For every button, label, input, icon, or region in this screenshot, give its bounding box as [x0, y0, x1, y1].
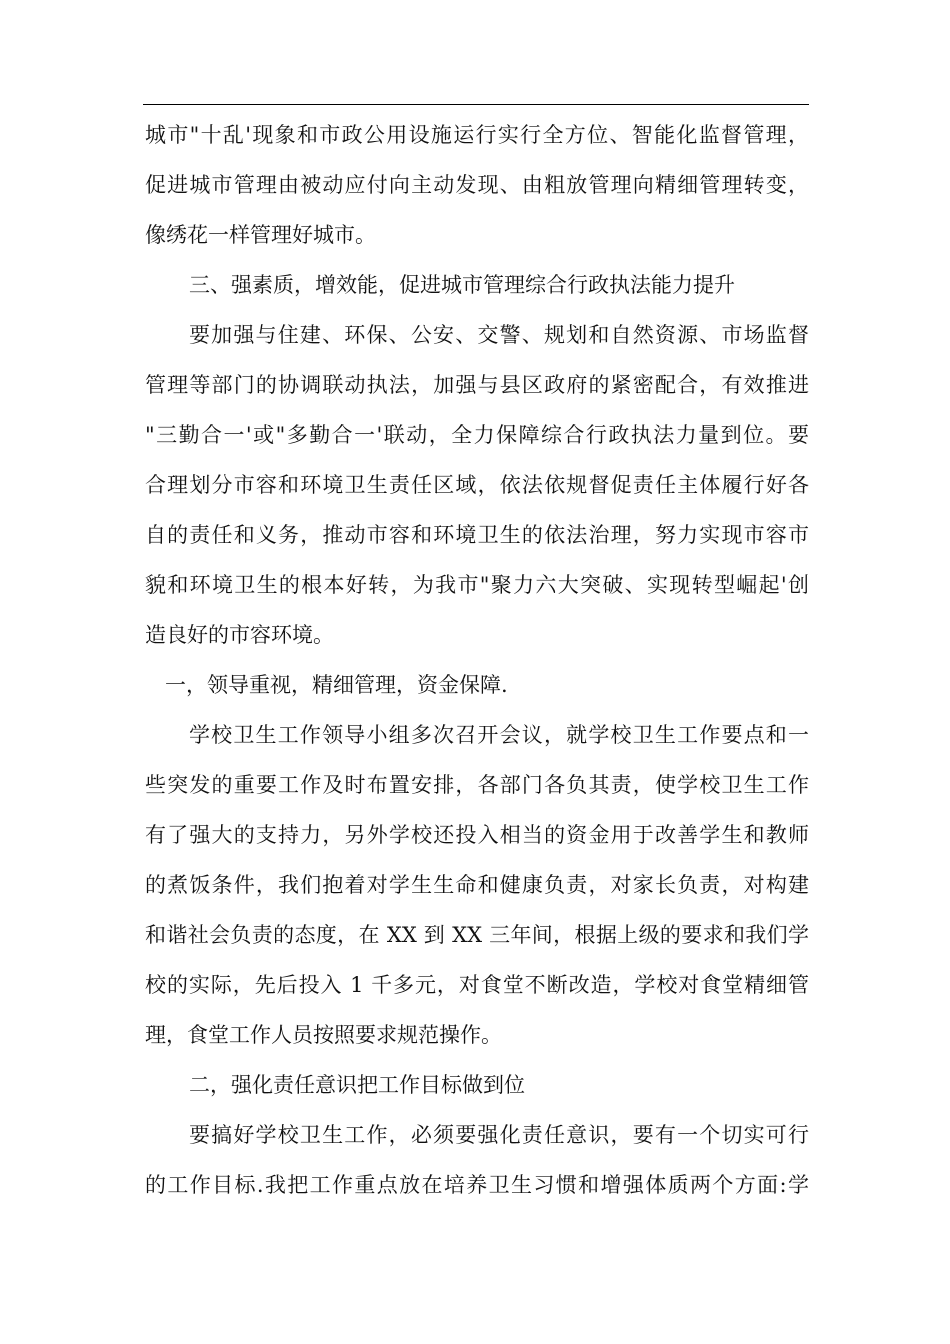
text-line: 像绣花一样管理好城市。 — [145, 223, 376, 247]
text-line: "三勤合一'或"多勤合一'联动，全力保障综合行政执法力量到位。要 — [145, 423, 809, 447]
section-heading: 二，强化责任意识把工作目标做到位 — [189, 1073, 525, 1097]
text-line: 合理划分市容和环境卫生责任区域，依法依规督促责任主体履行好各 — [145, 473, 809, 497]
text-line: 造良好的市容环境。 — [145, 623, 334, 647]
text-line: 的煮饭条件，我们抱着对学生生命和健康负责，对家长负责，对构建 — [145, 873, 809, 897]
text-line: 有了强大的支持力，另外学校还投入相当的资金用于改善学生和教师 — [145, 823, 809, 847]
text-line: 些突发的重要工作及时布置安排，各部门各负其责，使学校卫生工作 — [145, 773, 809, 797]
section-heading: 三、强素质，增效能，促进城市管理综合行政执法能力提升 — [189, 273, 735, 297]
text-line: 管理等部门的协调联动执法，加强与县区政府的紧密配合，有效推进 — [145, 373, 809, 397]
text-line: 学校卫生工作领导小组多次召开会议，就学校卫生工作要点和一 — [189, 723, 809, 747]
text-line: 要加强与住建、环保、公安、交警、规划和自然资源、市场监督 — [189, 323, 809, 347]
section-heading: 一，领导重视，精细管理，资金保障. — [165, 673, 508, 697]
text-line: 貌和环境卫生的根本好转，为我市"聚力六大突破、实现转型崛起'创 — [145, 573, 809, 597]
text-line: 要搞好学校卫生工作，必须要强化责任意识，要有一个切实可行 — [189, 1123, 809, 1147]
text-line: 校的实际，先后投入 1 千多元，对食堂不断改造，学校对食堂精细管 — [145, 973, 809, 997]
text-line: 的工作目标.我把工作重点放在培养卫生习惯和增强体质两个方面:学 — [145, 1173, 809, 1197]
text-line: 促进城市管理由被动应付向主动发现、由粗放管理向精细管理转变， — [145, 173, 809, 197]
text-line: 理，食堂工作人员按照要求规范操作。 — [145, 1023, 502, 1047]
document-body — [145, 116, 809, 1216]
header-rule — [143, 104, 809, 105]
text-line: 城市"十乱'现象和市政公用设施运行实行全方位、智能化监督管理， — [145, 123, 809, 147]
text-line: 和谐社会负责的态度，在 XX 到 XX 三年间，根据上级的要求和我们学 — [145, 923, 809, 947]
text-line: 自的责任和义务，推动市容和环境卫生的依法治理，努力实现市容市 — [145, 523, 809, 547]
